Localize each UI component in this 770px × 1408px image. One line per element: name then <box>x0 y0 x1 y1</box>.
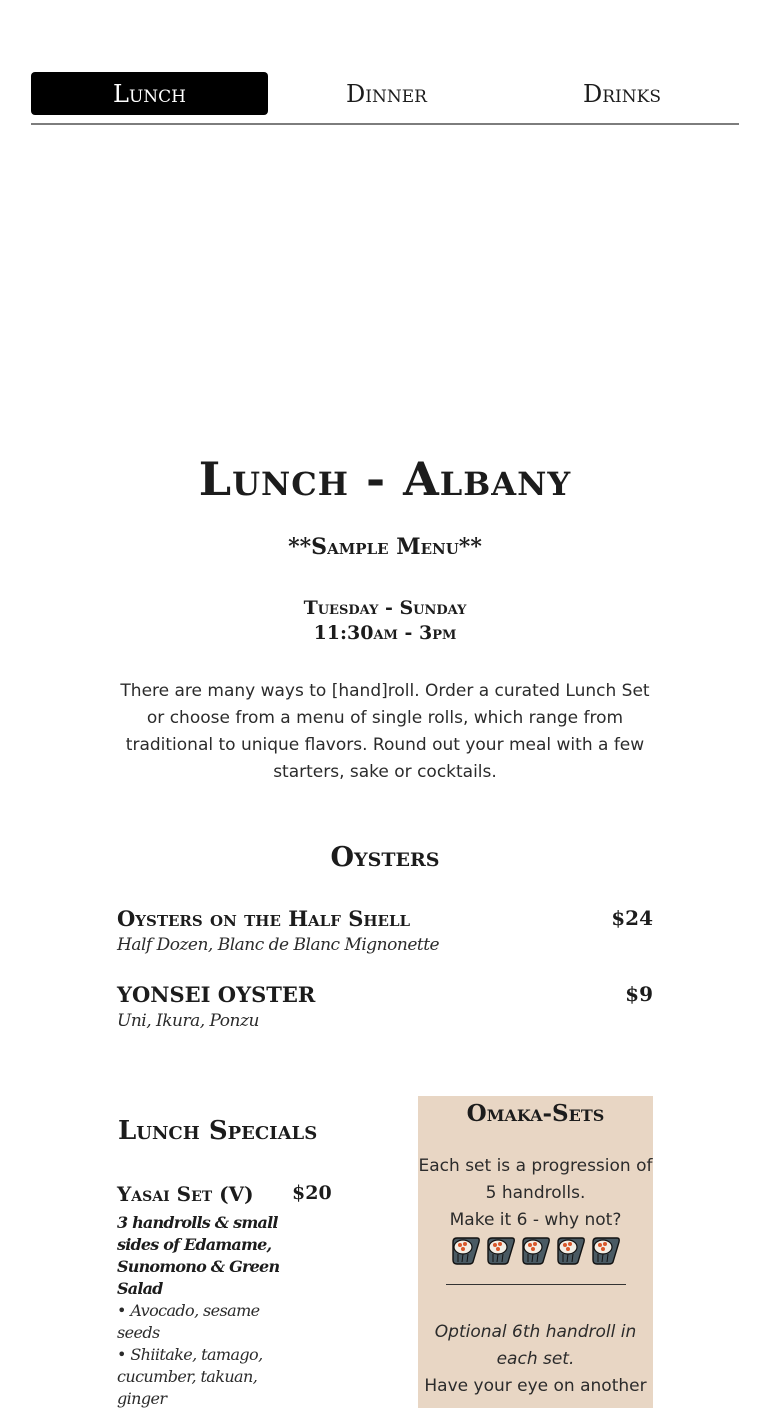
omakase-text <box>418 1153 653 1234</box>
omakase-options <box>418 1319 653 1400</box>
omakase-line: Make it 6 - why not? <box>449 1210 622 1230</box>
omakase-title: Omaka-Sets <box>466 1100 605 1127</box>
item-description: Uni, Ikura, Ponzu <box>117 1011 259 1031</box>
item-name: YONSEI OYSTER <box>117 982 316 1007</box>
handroll-icons <box>418 1234 653 1266</box>
omakase-line: Each set is a progression of 5 handrolls. <box>418 1156 653 1203</box>
item-price: $24 <box>611 906 653 930</box>
set-price: $20 <box>292 1182 332 1204</box>
menu-item <box>117 982 653 1031</box>
hours-days: Tuesday - Sunday <box>303 597 467 619</box>
oysters-heading: Oysters <box>330 842 440 873</box>
intro-text: There are many ways to [hand]roll. Order a curated Lunch Set or choose from a menu of single rolls, which range from traditional to unique flavors. Round out your meal with a few starters, sake or cocktails. <box>120 681 650 782</box>
page-subtitle: **Sample Menu** <box>288 534 482 560</box>
handroll-icon <box>589 1234 622 1266</box>
tab-lunch[interactable]: Lunch <box>31 72 268 115</box>
omakase-option-line: Optional 6th handroll in each set. <box>434 1322 637 1369</box>
handroll-icon <box>484 1234 517 1266</box>
set-name: Yasai Set (V) <box>117 1182 254 1206</box>
item-price: $9 <box>625 982 653 1006</box>
hours <box>0 596 770 646</box>
set-description: 3 handrolls & small sides of Edamame, Sunomono & Green Salad <box>117 1213 280 1298</box>
omakase-divider <box>446 1284 626 1285</box>
specials-heading: Lunch Specials <box>118 1116 318 1146</box>
omakase-box <box>418 1096 653 1408</box>
set-roll-line: • Avocado, sesame seeds <box>117 1301 260 1342</box>
lunch-set <box>117 1182 332 1408</box>
hours-time: 11:30am - 3pm <box>313 622 457 644</box>
item-description: Half Dozen, Blanc de Blanc Mignonette <box>117 935 440 955</box>
handroll-icon <box>519 1234 552 1266</box>
tab-dinner[interactable]: Dinner <box>346 79 427 108</box>
handroll-icon <box>449 1234 482 1266</box>
menu-item <box>117 906 653 955</box>
handroll-icon <box>554 1234 587 1266</box>
menu-tabs <box>31 72 739 125</box>
omakase-option-line: Have your eye on another <box>424 1376 647 1396</box>
set-roll-line: • Shiitake, tamago, cucumber, takuan, ginger <box>117 1345 263 1408</box>
item-name: Oysters on the Half Shell <box>117 906 411 931</box>
tab-drinks[interactable]: Drinks <box>583 79 661 108</box>
page-title: Lunch - Albany <box>198 452 572 506</box>
